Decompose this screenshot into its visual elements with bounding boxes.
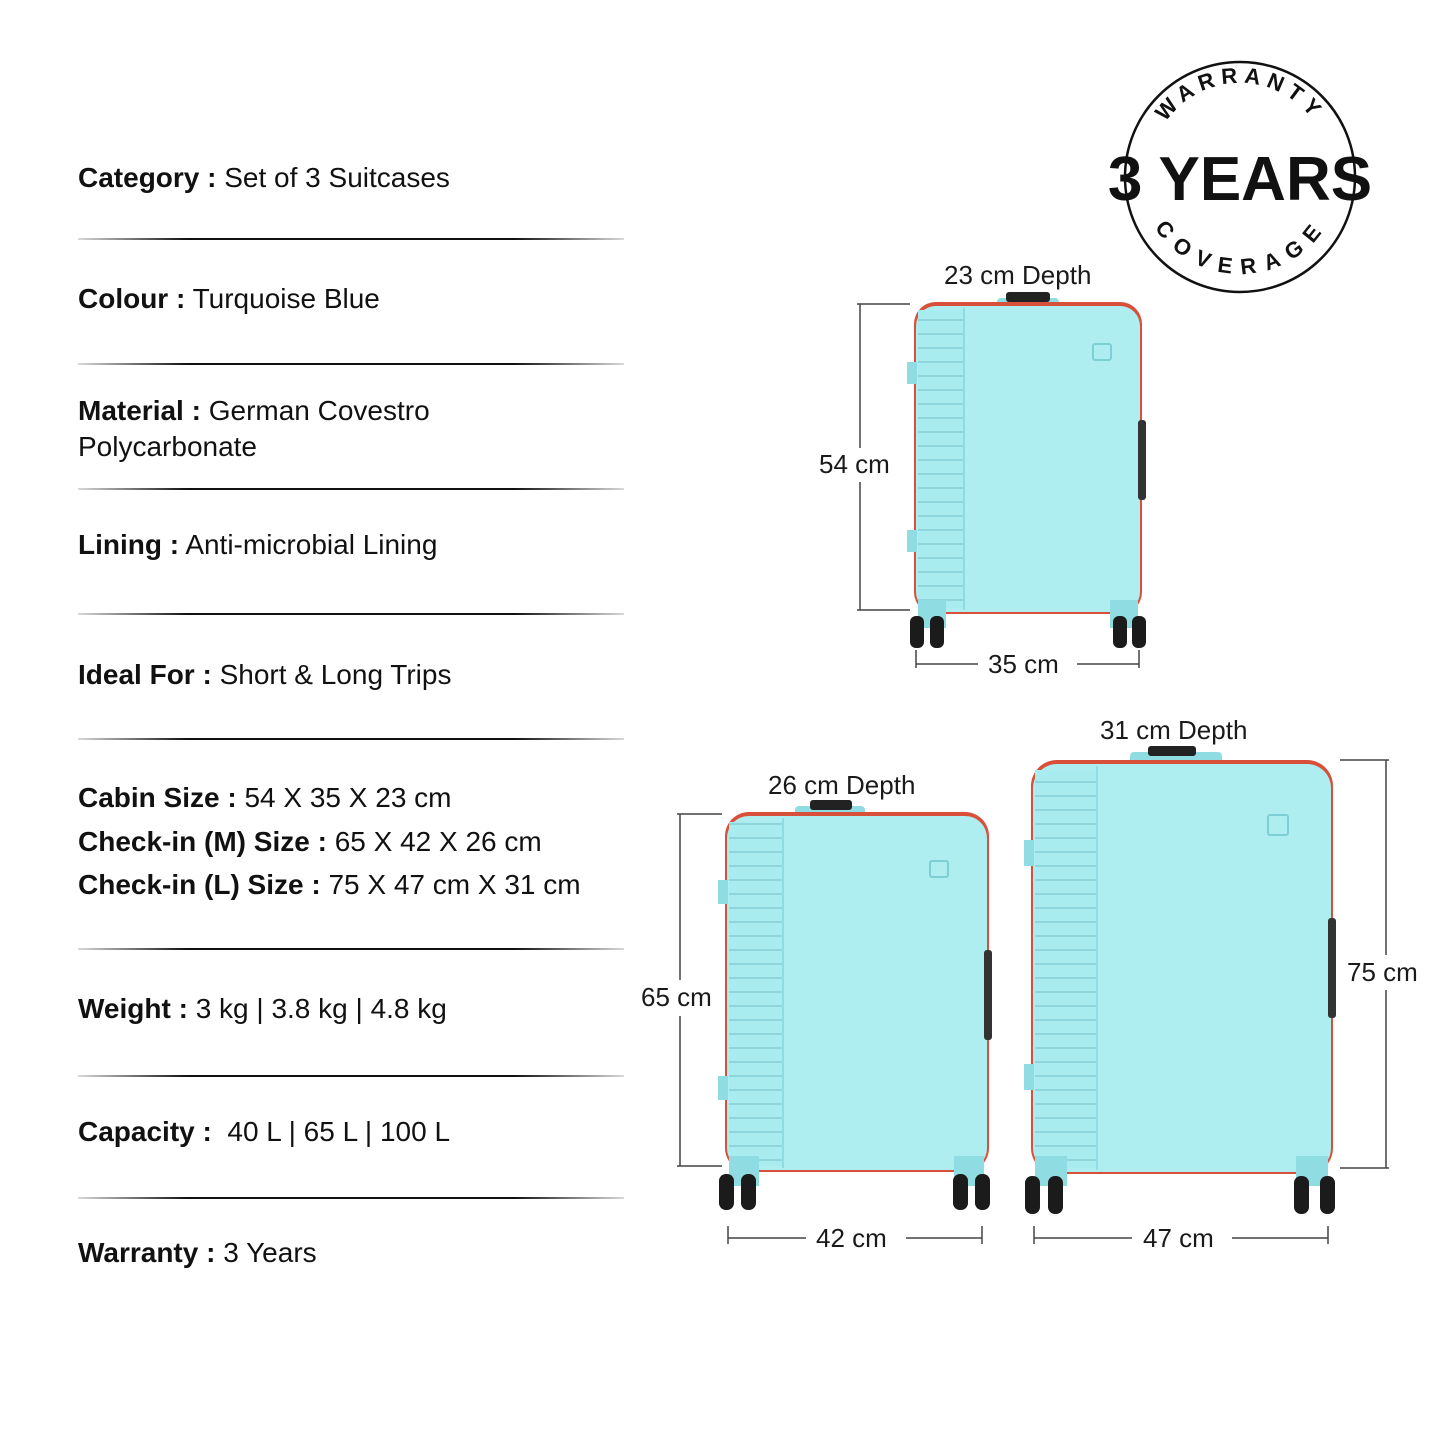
warranty-badge — [1105, 55, 1375, 305]
shell — [727, 816, 987, 1170]
ribbed-panel — [729, 822, 783, 1166]
suitcase-cabin — [857, 292, 1146, 668]
spec-colour: Colour : Turquoise Blue — [78, 283, 380, 314]
spec-cabin-size: Cabin Size : 54 X 35 X 23 cm — [78, 782, 452, 813]
side-handle — [984, 950, 992, 1040]
suitcase-medium — [677, 800, 992, 1244]
spec-checkin-l-size: Check-in (L) Size : 75 X 47 cm X 31 cm — [78, 869, 581, 900]
badge-top-arc: WARRANTY — [1150, 62, 1331, 126]
wheels — [719, 1156, 990, 1210]
medium-width-label: 42 cm — [816, 1223, 887, 1253]
zipper-pull — [1006, 292, 1050, 302]
ribbed-panel — [918, 310, 964, 608]
wheels — [910, 600, 1146, 648]
badge-main-text: 3 YEARS — [1107, 145, 1373, 214]
large-depth-label: 31 cm Depth — [1100, 715, 1248, 745]
shell-trim — [1031, 760, 1333, 1174]
zipper-pull — [1148, 746, 1196, 756]
wheels — [1025, 1156, 1335, 1214]
shell — [916, 306, 1140, 612]
cabin-depth-label: 23 cm Depth — [944, 260, 1092, 290]
divider — [78, 1197, 624, 1199]
shell — [1033, 764, 1331, 1172]
divider — [78, 613, 624, 615]
top-handle — [997, 298, 1059, 310]
lock-icon — [930, 861, 948, 877]
dimension-lines — [857, 304, 1139, 668]
shell-trim — [914, 302, 1142, 614]
lock-icon — [1093, 344, 1111, 360]
spec-weight: Weight : 3 kg | 3.8 kg | 4.8 kg — [78, 993, 447, 1024]
divider — [78, 363, 624, 365]
spec-capacity: Capacity : 40 L | 65 L | 100 L — [78, 1116, 451, 1147]
suitcase-large — [1024, 746, 1389, 1244]
spec-material: Material : German Covestro Polycarbonate — [78, 395, 430, 462]
dimension-lines — [677, 814, 982, 1244]
lock-icon — [1268, 815, 1288, 835]
medium-depth-label: 26 cm Depth — [768, 770, 916, 800]
divider — [78, 948, 624, 950]
divider — [78, 1075, 624, 1077]
badge-bottom-arc: COVERAGE — [1150, 215, 1330, 280]
dimension-lines — [1034, 760, 1389, 1244]
shell-trim — [725, 812, 989, 1172]
side-handle — [1138, 420, 1146, 500]
spec-warranty: Warranty : 3 Years — [78, 1237, 317, 1268]
top-handle — [1130, 752, 1222, 764]
spec-lining: Lining : Anti-microbial Lining — [78, 529, 438, 560]
top-handle — [795, 806, 865, 818]
side-handle — [1328, 918, 1336, 1018]
divider — [78, 238, 624, 240]
divider — [78, 488, 624, 490]
cabin-width-label: 35 cm — [988, 649, 1059, 679]
cabin-height-label: 54 cm — [819, 449, 890, 479]
zipper-pull — [810, 800, 852, 810]
spec-checkin-m-size: Check-in (M) Size : 65 X 42 X 26 cm — [78, 826, 542, 857]
ribbed-panel — [1035, 770, 1097, 1168]
spec-category: Category : Set of 3 Suitcases — [78, 162, 450, 193]
medium-height-label: 65 cm — [641, 982, 712, 1012]
large-width-label: 47 cm — [1143, 1223, 1214, 1253]
divider — [78, 738, 624, 740]
spec-ideal-for: Ideal For : Short & Long Trips — [78, 659, 452, 690]
large-height-label: 75 cm — [1347, 957, 1418, 987]
